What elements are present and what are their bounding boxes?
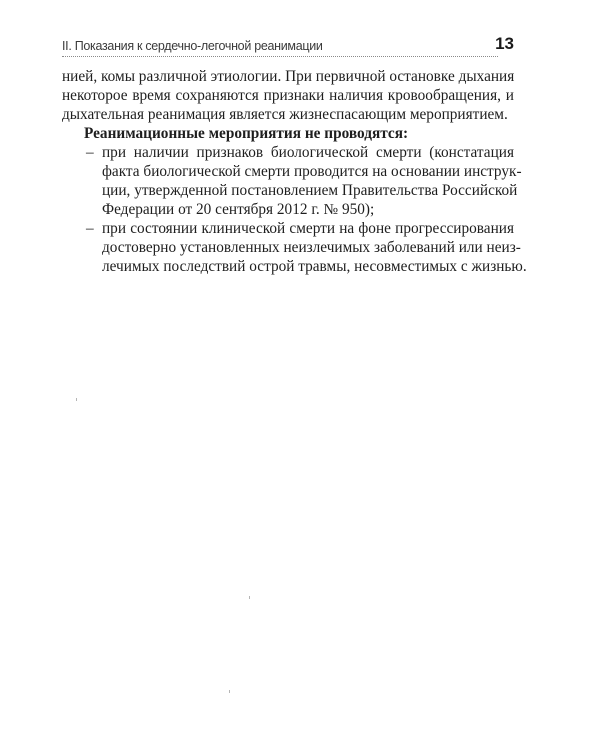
subheading: Реанимационные мероприятия не проводятся: <box>84 125 409 142</box>
header-divider <box>62 56 498 57</box>
list-item-line: лечимых последствий острой травмы, несовместимых с жизнью. <box>102 258 527 275</box>
section-title: II. Показания к сердечно-легочной реанимации <box>62 39 323 53</box>
paragraph-line: дыхательная реанимация является жизнеспасающим мероприятием. <box>62 106 508 123</box>
list-item-line: при состоянии клинической смерти на фоне прогрессирования <box>102 220 514 237</box>
dash-marker: – <box>86 220 94 237</box>
scan-speck <box>76 398 77 401</box>
list-item-line: ции, утвержденной постановлением Правительства Российской <box>102 182 518 199</box>
paragraph-line: нией, комы различной этиологии. При первичной остановке дыхания <box>62 68 515 85</box>
list-item-line: при наличии признаков биологической смерти (констатация <box>102 144 514 161</box>
body-text <box>62 67 527 276</box>
list-item <box>62 143 522 219</box>
list-item-line: факта биологической смерти проводится на основании инструк- <box>102 163 522 180</box>
running-head <box>62 34 514 60</box>
paragraph-line: некоторое время сохраняются признаки наличия кровообращения, и <box>62 87 514 104</box>
scan-speck <box>229 690 230 693</box>
dash-marker: – <box>86 144 94 161</box>
scan-speck <box>249 596 250 599</box>
list-item-line: Федерации от 20 сентября 2012 г. № 950); <box>102 201 375 218</box>
list-item <box>62 219 527 276</box>
page-number: 13 <box>495 34 514 53</box>
list-item-line: достоверно установленных неизлечимых заболеваний или неиз- <box>102 239 521 256</box>
